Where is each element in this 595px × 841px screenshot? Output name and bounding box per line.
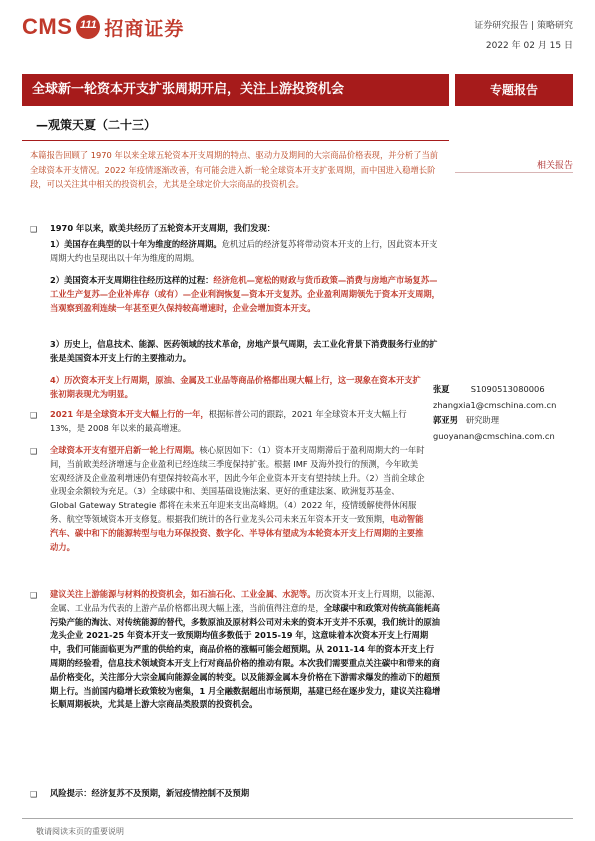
report-subtitle: —观策天夏（二十三） xyxy=(36,118,157,132)
new-cycle-lead: 全球资本开支有望开启新一轮上行周期。 xyxy=(50,445,200,455)
analyst-1 xyxy=(433,382,578,398)
logo-chinese-name: 招商证券 xyxy=(104,17,185,40)
analyst-2-role: 研究助理 xyxy=(465,415,500,425)
risk-text: 经济复苏不及预期，新冠疫情控制不及预期 xyxy=(91,788,250,798)
body-paragraph-finding-2 xyxy=(50,274,442,315)
square-bullet-icon: ❑ xyxy=(30,447,38,456)
capex-2021-lead: 2021 年是全球资本开支大幅上行的一年， xyxy=(50,409,209,419)
body-paragraph-upstream xyxy=(50,588,442,712)
logo-emblem-text: 111 xyxy=(80,19,97,31)
intro-text: 1970 年以来，欧美共经历了五轮资本开支周期，我们发现： xyxy=(50,223,276,233)
analyst-2-email[interactable]: guoyanan@cmschina.com.cn xyxy=(433,430,555,441)
related-divider xyxy=(455,172,573,173)
body-paragraph-finding-1 xyxy=(50,238,442,266)
logo-emblem-icon xyxy=(76,15,100,39)
finding-3-text: 3）历史上，信息技术、能源、医药领域的技术革命，房地产景气周期，去工业化背景下消费服务行业的扩张是美国资本开支上行的主要推动力。 xyxy=(50,339,438,363)
report-title: 全球新一轮资本开支扩张周期开启，关注上游投资机会 xyxy=(32,82,345,97)
logo-cms-text: CMS xyxy=(22,14,73,39)
capex-2021-rest: 根据标普公司的跟踪，2021 年全球资本开支大幅上行 13%，是 2008 年以来的最高增速。 xyxy=(50,409,407,433)
finding-4-text: 4）历次资本开支上行周期，原油、金属及工业品等商品价格都出现大幅上行，这一现象在资本开支扩张初期表现尤为明显。 xyxy=(50,375,421,399)
report-date: 2022 年 02 月 15 日 xyxy=(485,41,573,51)
body-paragraph-finding-3 xyxy=(50,338,442,366)
upstream-rest: 历次资本开支上行周期，以能源、金属、工业品为代表的上游产品价格都出现大幅上涨，当前值得注意的是， xyxy=(50,589,440,613)
analyst-block xyxy=(433,382,578,444)
subtitle-divider xyxy=(22,140,449,141)
body-paragraph-finding-4 xyxy=(50,374,426,402)
company-logo xyxy=(22,14,184,40)
body-paragraph-2021 xyxy=(50,408,426,436)
new-cycle-rest: 核心原因如下：（1）资本开支周期滞后于盈利周期大约一年时间，当前欧美经济增速与企业盈利已经连续三季度保持扩张。根据 IMF 及海外投行的预测，今年欧美宏观经济及企业盈利增速仍有望保持较高水平，因此今年企业资本开支有望持续上升。（2）当前全球企业现金余额较为充足。（3）全球碳中和、美国基础设施法案、更好的重建法案、欧洲复苏基金、Global Gateway Strategie 都将在未来五年迎来支出高峰期。（4）2022 年，疫情缓解使得休闲服务、航空等领域资本开支修复。根据我们统计的各行业龙头公司未来五年资本开支一致预期， xyxy=(50,445,425,524)
new-cycle-highlight: 电动智能汽车、碳中和下的能源转型与电力环保投资、数字化、半导体有望成为本轮资本开支上行周期的主要推动力。 xyxy=(50,513,424,552)
square-bullet-icon: ❑ xyxy=(30,591,38,600)
square-bullet-icon: ❑ xyxy=(30,411,38,420)
summary-paragraph: 本篇报告回顾了 1970 年以来全球五轮资本开支周期的特点、驱动力及期间的大宗商品价格表现，并分析了当前全球资本开支情况。2022 年疫情逐渐改善，有可能会进入新一轮全球资本开支扩张周期，而中国进入稳增长阶段，可以关注其中相关的投资机会，尤其是全球定价大宗商品的投资机会。 xyxy=(30,150,439,190)
footer-note: 敬请阅读末页的重要说明 xyxy=(36,827,124,836)
analyst-1-email[interactable]: zhangxia1@cmschina.com.cn xyxy=(433,399,557,410)
body-paragraph-new-cycle xyxy=(50,444,426,554)
body-paragraph-risk xyxy=(50,787,442,801)
finding-2-lead: 2）美国资本开支周期往往经历这样的过程： xyxy=(50,275,214,285)
footer-divider xyxy=(22,818,573,819)
upstream-lead: 建议关注上游能源与材料的投资机会，如石油石化、工业金属、水泥等。 xyxy=(50,589,316,599)
analyst-1-id: S1090513080006 xyxy=(470,384,545,394)
report-tag: 专题报告 xyxy=(489,83,538,97)
finding-1-lead: 1）美国存在典型的以十年为维度的经济周期。 xyxy=(50,239,222,249)
square-bullet-icon: ❑ xyxy=(30,225,38,234)
finding-1-rest: 危机过后的经济复苏将带动资本开支的上行，因此资本开支周期大约也呈现出以十年为维度的周期。 xyxy=(50,239,438,263)
analyst-2-name: 郭亚男 xyxy=(433,415,458,425)
analyst-2 xyxy=(433,413,578,429)
body-paragraph-intro xyxy=(50,222,442,236)
related-reports-heading: 相关报告 xyxy=(536,161,573,171)
report-type: 证券研究报告 | 策略研究 xyxy=(474,21,573,31)
upstream-highlight: 全球碳中和政策对传统高能耗高污染产能的淘汰、对传统能源的替代，多数原油及原材料公司对未来的资本开支并不乐观，我们统计的原油龙头企业 2021-25 年资本开支一致预期均值多数低于 2015-19 年，这意味着本次资本开支上行周期中，我们可能面临更为严重的供给约束，商品价格的涨幅可能会超预期。从 2011-14 年的资本开支上行周期的经验看，信息技术领域资本开支上行对商品价格的推动有限。本次我们需要重点关注碳中和带来的商品价格变化，关注部分大宗金属向能源金属的转变。以及能源金属本身价格在下游需求爆发的推动下的超预期上行。当前国内稳增长政策较为密集，1 月全融数据超出市场预期，基建已经在逐步发力，建议关注稳增长顺周期板块，尤其是上游大宗商品类股票的投资机会。 xyxy=(50,602,441,710)
analyst-1-name: 张夏 xyxy=(433,384,450,394)
finding-2-rest: 经济危机—宽松的财政与货币政策—消费与房地产市场复苏—工业生产复苏—企业补库存（或有）—企业利润恢复—资本开支复苏。企业盈利周期领先于资本开支周期，当观察到盈利连续一年甚至更久保持较高增速时，企业会增加资本开支。 xyxy=(50,275,440,313)
report-meta xyxy=(474,16,573,56)
square-bullet-icon: ❑ xyxy=(30,790,38,799)
risk-label: 风险提示： xyxy=(50,788,92,798)
